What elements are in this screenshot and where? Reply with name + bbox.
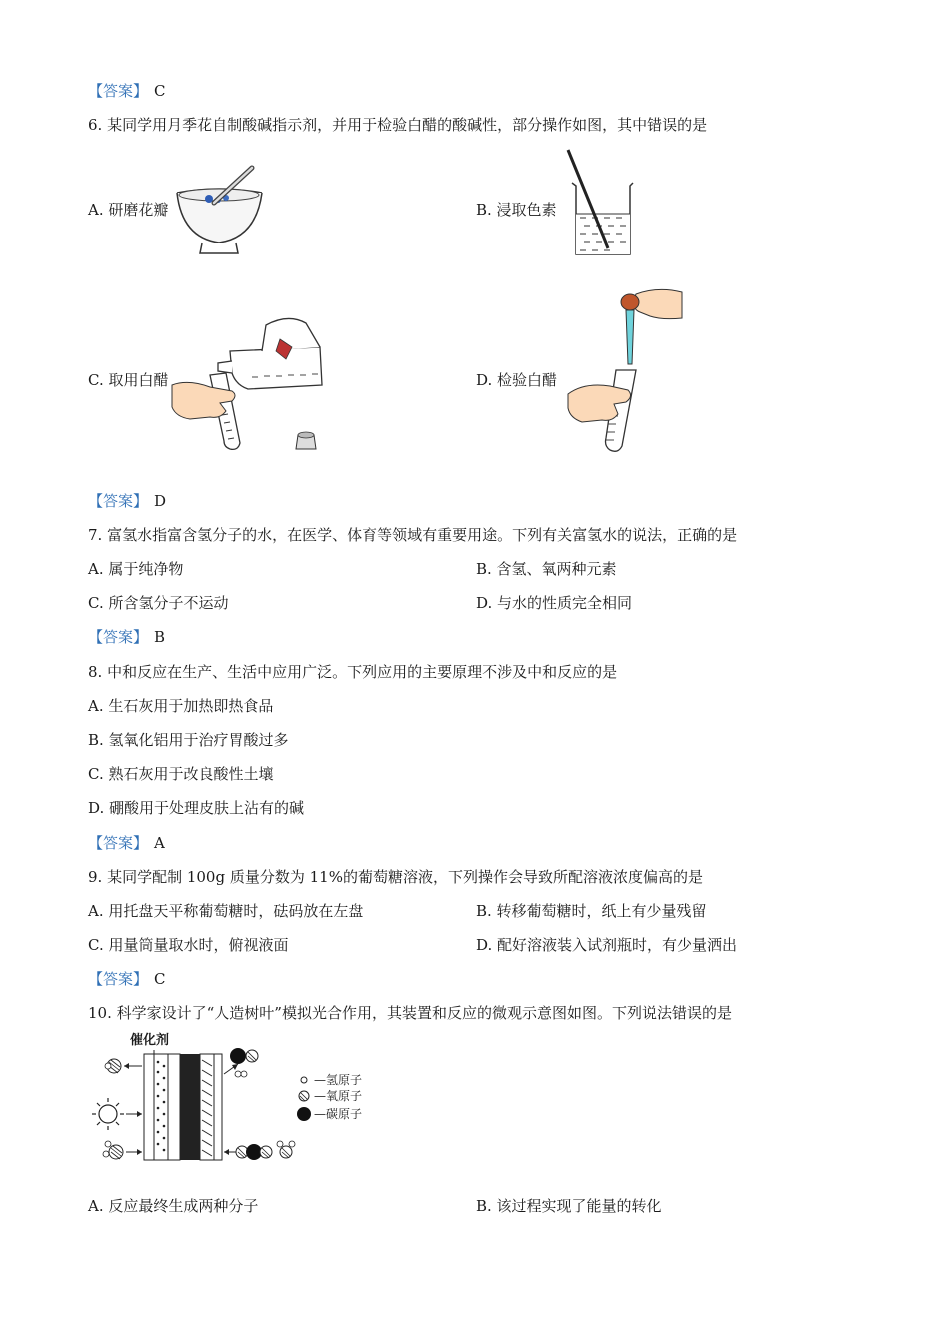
question-8-stem: 8. 中和反应在生产、生活中应用广泛。下列应用的主要原理不涉及中和反应的是 — [88, 663, 618, 681]
artificial-leaf-figure — [92, 1034, 382, 1166]
question-6-stem: 6. 某同学用月季花自制酸碱指示剂，并用于检验白醋的酸碱性，部分操作如图，其中错误的是 — [88, 116, 708, 134]
legend-carbon: —碳原子 — [314, 1107, 363, 1121]
q7-option-b: B. 含氢、氧两种元素 — [476, 560, 617, 578]
legend-hydrogen: —氢原子 — [314, 1073, 363, 1087]
q9-option-b: B. 转移葡萄糖时，纸上有少量残留 — [476, 902, 707, 920]
q9-option-c: C. 用量筒量取水时，俯视液面 — [88, 936, 289, 954]
question-9-stem: 9. 某同学配制 100g 质量分数为 11%的葡萄糖溶液，下列操作会导致所配溶液浓度偏高的是 — [88, 868, 703, 886]
answer-q6: 【答案】 D — [88, 492, 167, 510]
q8-option-a: A. 生石灰用于加热即热食品 — [88, 697, 274, 715]
catalyst-label: 催化剂 — [130, 1033, 170, 1048]
question-7-stem: 7. 富氢水指富含氢分子的水，在医学、体育等领域有重要用途。下列有关富氢水的说法，正确的是 — [88, 526, 738, 544]
answer-q5: 【答案】 C — [88, 82, 166, 100]
q6-option-a: A. 研磨花瓣 — [88, 201, 169, 219]
q7-option-d: D. 与水的性质完全相同 — [476, 594, 633, 612]
q6-option-b: B. 浸取色素 — [476, 201, 557, 219]
beaker-figure — [562, 148, 637, 258]
q9-option-d: D. 配好溶液装入试剂瓶时，有少量洒出 — [476, 936, 738, 954]
q8-option-b: B. 氢氧化铝用于治疗胃酸过多 — [88, 731, 289, 749]
q10-option-b: B. 该过程实现了能量的转化 — [476, 1197, 662, 1215]
q7-option-c: C. 所含氢分子不运动 — [88, 594, 229, 612]
q7-option-a: A. 属于纯净物 — [88, 560, 184, 578]
mortar-pestle-figure — [172, 163, 267, 258]
pouring-vinegar-figure — [170, 303, 335, 453]
q6-option-c: C. 取用白醋 — [88, 371, 169, 389]
answer-q7: 【答案】 B — [88, 628, 166, 646]
q8-option-d: D. 硼酸用于处理皮肤上沾有的碱 — [88, 799, 305, 817]
q6-option-d: D. 检验白醋 — [476, 371, 558, 389]
answer-q9: 【答案】 C — [88, 970, 166, 988]
answer-q8: 【答案】 A — [88, 834, 165, 852]
q9-option-a: A. 用托盘天平称葡萄糖时，砝码放在左盘 — [88, 902, 364, 920]
q8-option-c: C. 熟石灰用于改良酸性土壤 — [88, 765, 274, 783]
question-10-stem: 10. 科学家设计了“人造树叶”模拟光合作用，其装置和反应的微观示意图如图。下列说法错误的是 — [88, 1004, 732, 1022]
dropper-test-figure — [566, 286, 686, 454]
q10-option-a: A. 反应最终生成两种分子 — [88, 1197, 259, 1215]
legend-oxygen: —氧原子 — [314, 1089, 363, 1103]
